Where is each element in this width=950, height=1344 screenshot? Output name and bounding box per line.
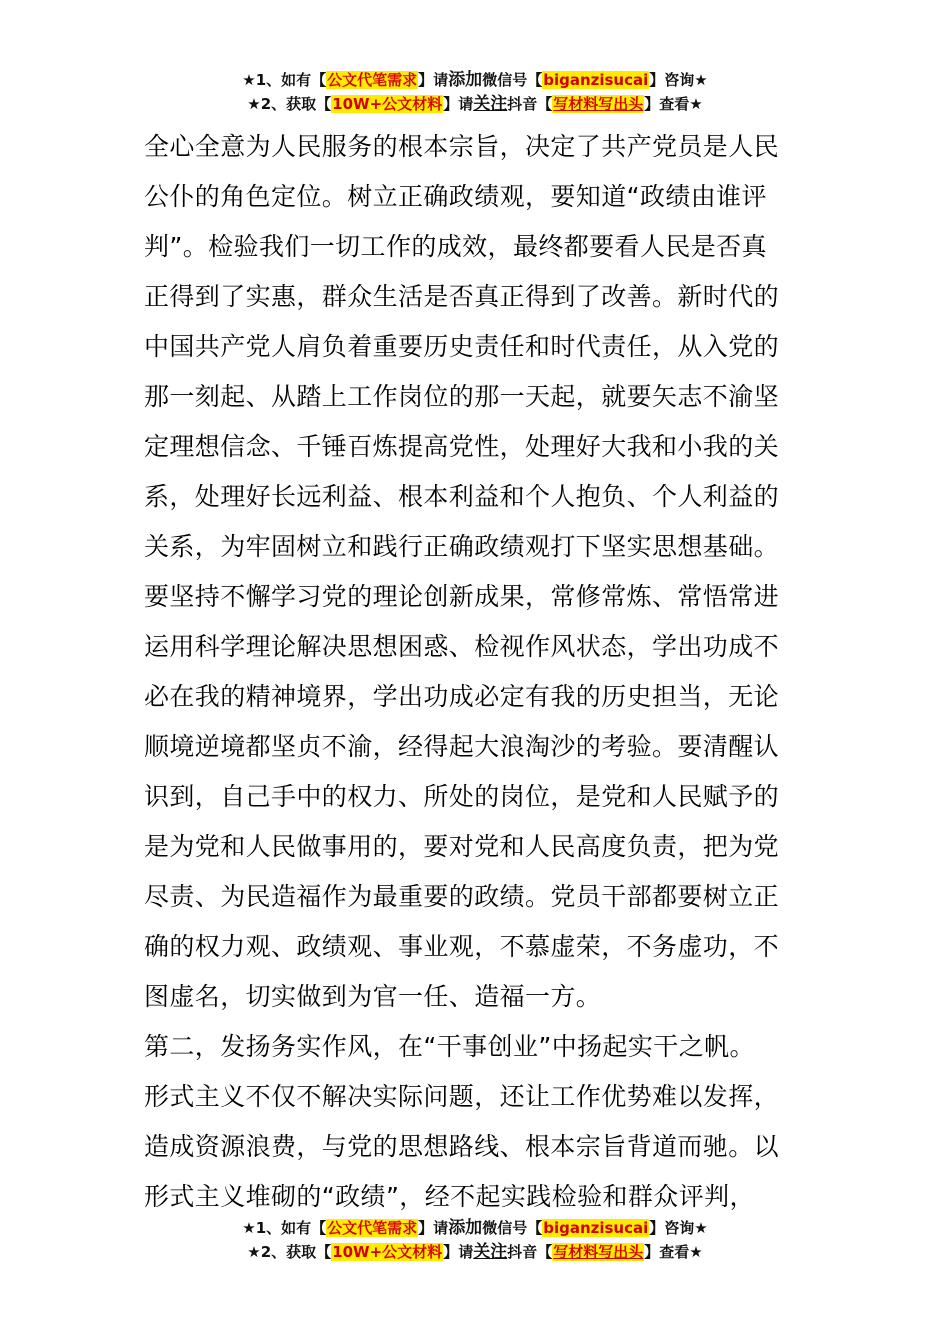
body-line: 形式主义堆砌的“政绩”，经不起实践检验和群众评判， — [144, 1182, 755, 1211]
body-line: 系，处理好长远利益、根本利益和个人抱负、个人利益的 — [144, 482, 780, 511]
promo-line-2-suffix: 】查看★ — [644, 1243, 703, 1261]
promo-line-1-highlight-wechat: biganzisucai — [543, 1219, 649, 1237]
body-line: 形式主义不仅不解决实际问题，还让工作优势难以发挥， — [144, 1082, 780, 1111]
promo-line-2-mid2: 抖音【 — [507, 95, 553, 113]
body-line: 那一刻起、从踏上工作岗位的那一天起，就要矢志不渝坚 — [144, 382, 780, 411]
promo-line-1-mid2: 微信号【 — [482, 71, 543, 89]
body-line: 中国共产党人肩负着重要历史责任和时代责任，从入党的 — [144, 332, 780, 361]
promo-line-2-mid: 】请 — [443, 1243, 474, 1261]
promo-line-1 — [0, 1216, 950, 1240]
promo-line-1-suffix: 】咨询★ — [649, 1219, 708, 1237]
document-body — [144, 122, 812, 1222]
body-line: 公仆的角色定位。树立正确政绩观，要知道“政绩由谁评 — [144, 182, 767, 211]
body-line: 顺境逆境都坚贞不渝，经得起大浪淘沙的考验。要清醒认 — [144, 732, 780, 761]
body-line: 尽责、为民造福作为最重要的政绩。党员干部都要树立正 — [144, 882, 780, 911]
promo-line-1-mid: 】请 — [418, 1219, 449, 1237]
promo-line-2-prefix: ★2、获取【 — [247, 1243, 332, 1261]
promo-line-2 — [0, 92, 950, 116]
body-line: 必在我的精神境界，学出功成必定有我的历史担当，无论 — [144, 682, 780, 711]
body-line: 是为党和人民做事用的，要对党和人民高度负责，把为党 — [144, 832, 780, 861]
body-line: 运用科学理论解决思想困惑、检视作风状态，学出功成不 — [144, 632, 780, 661]
promo-line-2-prefix: ★2、获取【 — [247, 95, 332, 113]
promo-line-1-highlight-service: 公文代笔需求 — [327, 71, 418, 89]
promo-line-2-highlight-materials: 10W+公文材料 — [332, 1243, 443, 1261]
promo-line-2-mid: 】请 — [443, 95, 474, 113]
promo-line-1-emphasis: 添加 — [448, 1218, 483, 1238]
promo-line-2-emphasis: 关注 — [473, 94, 508, 114]
promo-line-2-emphasis: 关注 — [473, 1242, 508, 1262]
body-line: 图虚名，切实做到为官一任、造福一方。 — [144, 982, 602, 1011]
body-line: 确的权力观、政绩观、事业观，不慕虚荣，不务虚功，不 — [144, 932, 780, 961]
body-line: 全心全意为人民服务的根本宗旨，决定了共产党员是人民 — [144, 132, 780, 161]
promo-line-1-highlight-service: 公文代笔需求 — [327, 1219, 418, 1237]
promo-line-2-highlight-douyin: 写材料写出头 — [553, 1243, 644, 1261]
body-line: 判”。检验我们一切工作的成效，最终都要看人民是否真 — [144, 232, 767, 261]
body-line: 要坚持不懈学习党的理论创新成果，常修常炼、常悟常进 — [144, 582, 780, 611]
section-heading-line: 第二，发扬务实作风，在“干事创业”中扬起实干之帆。 — [144, 1032, 755, 1061]
promo-line-1-suffix: 】咨询★ — [649, 71, 708, 89]
promo-line-1-mid: 】请 — [418, 71, 449, 89]
promo-line-1-emphasis: 添加 — [448, 70, 483, 90]
body-line: 关系，为牢固树立和践行正确政绩观打下坚实思想基础。 — [144, 532, 780, 561]
promo-line-2 — [0, 1240, 950, 1264]
promo-line-2-suffix: 】查看★ — [644, 95, 703, 113]
body-line: 正得到了实惠，群众生活是否真正得到了改善。新时代的 — [144, 282, 780, 311]
promo-line-2-mid2: 抖音【 — [507, 1243, 553, 1261]
header-promo-banner — [0, 68, 950, 116]
promo-line-2-highlight-materials: 10W+公文材料 — [332, 95, 443, 113]
promo-line-1-mid2: 微信号【 — [482, 1219, 543, 1237]
promo-line-2-highlight-douyin: 写材料写出头 — [553, 95, 644, 113]
promo-line-1-prefix: ★1、如有【 — [242, 71, 327, 89]
body-line: 造成资源浪费，与党的思想路线、根本宗旨背道而驰。以 — [144, 1132, 780, 1161]
footer-promo-banner — [0, 1216, 950, 1264]
promo-line-1 — [0, 68, 950, 92]
body-line: 识到，自己手中的权力、所处的岗位，是党和人民赋予的 — [144, 782, 780, 811]
body-line: 定理想信念、千锤百炼提高党性，处理好大我和小我的关 — [144, 432, 780, 461]
promo-line-1-prefix: ★1、如有【 — [242, 1219, 327, 1237]
promo-line-1-highlight-wechat: biganzisucai — [543, 71, 649, 89]
